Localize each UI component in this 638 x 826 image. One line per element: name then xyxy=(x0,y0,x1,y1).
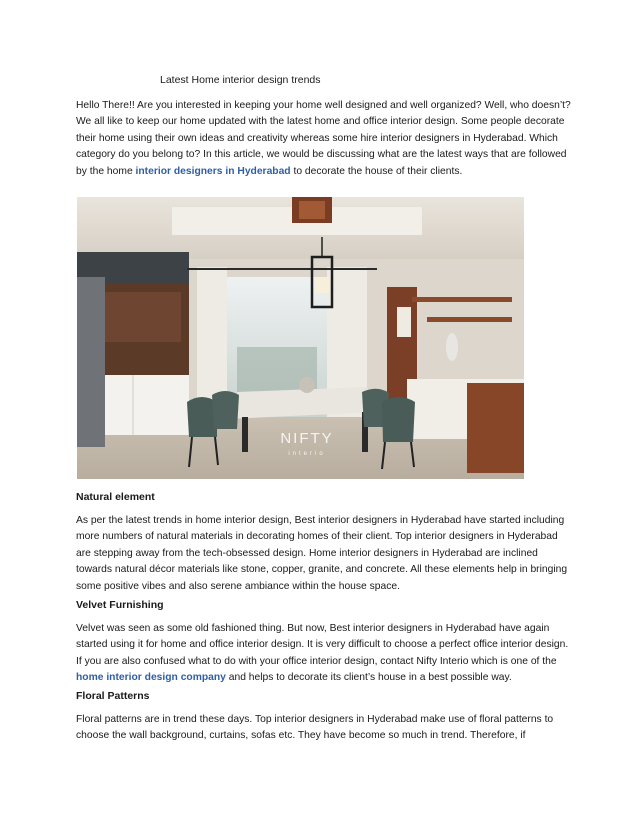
velvet-text-end: and helps to decorate its client’s house in a best possible way. xyxy=(225,672,512,684)
dining-room-photo xyxy=(77,197,524,479)
interior-designers-link[interactable]: interior designers in Hyderabad xyxy=(135,165,291,177)
document-title: Latest Home interior design trends xyxy=(160,74,321,86)
section-heading-floral-patterns: Floral Patterns xyxy=(76,690,150,702)
section-body-floral-patterns: Floral patterns are in trend these days. Top interior designers in Hyderabad make use of floral patterns to choose the wall background, curtains, sofas etc. They have become so much in trend. Therefore, if xyxy=(76,714,554,742)
intro-text: Hello There!! Are you interested in keeping your home well designed and well organized? Well, who doesn’t? We all like to keep our home updated with the latest home and office interior design. Some people decorate their home using their own ideas and creativity whereas some hire interior designers in Hyderabad. Which category do you belong to? In this article, we would be discussing what are the latest ways that are followed by the home xyxy=(76,100,571,177)
home-interior-design-company-link[interactable]: home interior design company xyxy=(76,672,226,684)
section-heading-natural-element: Natural element xyxy=(76,491,155,503)
section-body-natural-element: As per the latest trends in home interior design, Best interior designers in Hyderabad have started including more numbers of natural materials in decorating homes of their client. Top interior designers in Hyderabad are stepping away from the tech-obsessed design. Home interior designers in Hyderabad are inclined towards natural décor materials like stone, copper, granite, and concrete. All these elements help in bringing some positive vibes and also serene ambiance within the house space. xyxy=(76,515,568,592)
velvet-text: Velvet was seen as some old fashioned thing. But now, Best interior designers in Hyderabad have again started using it for home and office interior design. It is very difficult to choose a perfect office interior design. If you are also confused what to do with your office interior design, contact Nifty Interio which is one of the xyxy=(76,623,569,667)
intro-text-end: to decorate the house of their clients. xyxy=(290,165,463,177)
brand-sub: interio xyxy=(288,451,326,457)
brand-logo: NIFTY xyxy=(280,430,334,447)
section-heading-velvet-furnishing: Velvet Furnishing xyxy=(76,599,164,611)
section-body-velvet-furnishing xyxy=(76,621,572,687)
intro-paragraph xyxy=(76,98,572,180)
